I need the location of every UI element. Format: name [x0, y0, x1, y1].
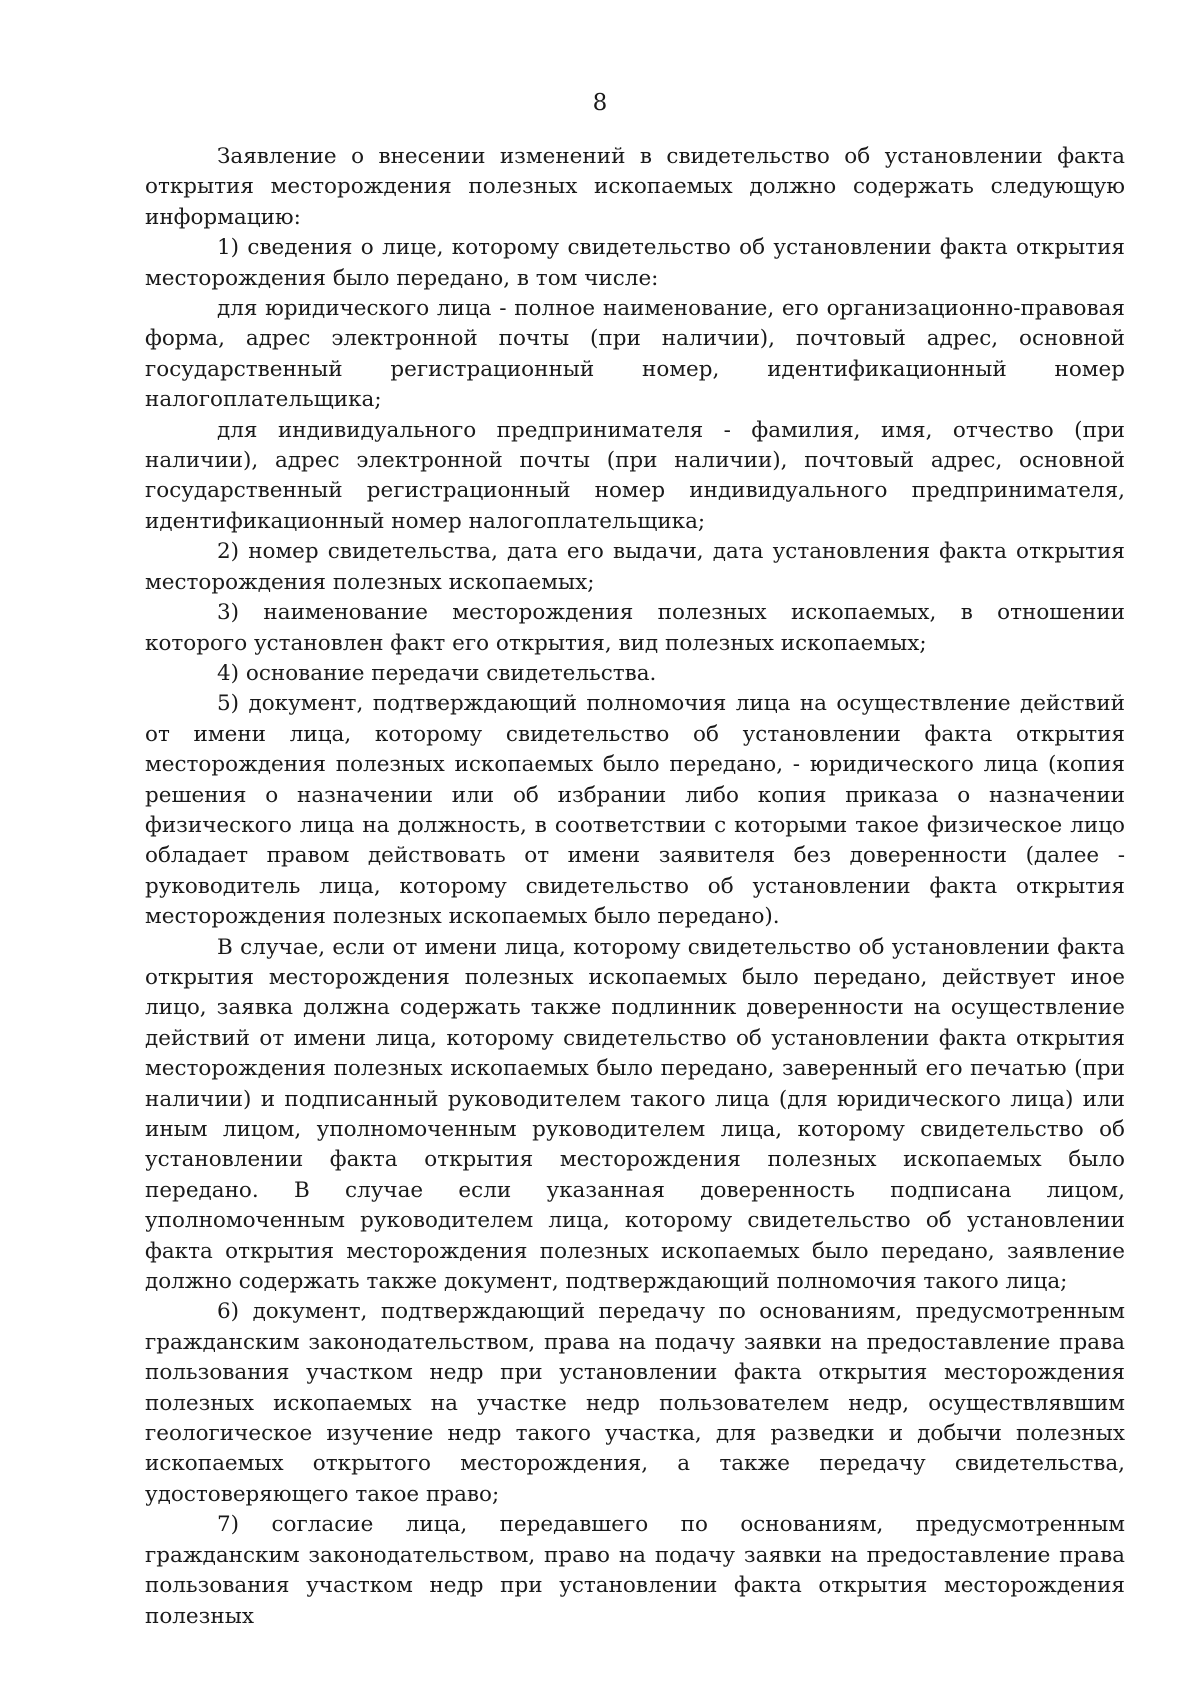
- item-1-paragraph: 1) сведения о лице, которому свидетельство об установлении факта открытия месторождения было передано, в том числе:: [145, 235, 1125, 291]
- item-5-paragraph: 5) документ, подтверждающий полномочия лица на осуществление действий от имени лица, которому свидетельство об установлении факта открытия месторождения полезных ископаемых было передано, - юридического лица (копия решения о назначении или об избрании либо копия приказа о назначении физического лица на должность, в соответствии с которыми такое физическое лицо обладает правом действовать от имени заявителя без доверенности (далее - руководитель лица, которому свидетельство об установлении факта открытия месторождения полезных ископаемых было передано).: [145, 691, 1125, 930]
- item-4-paragraph: 4) основание передачи свидетельства.: [217, 660, 657, 686]
- legal-entity-paragraph: для юридического лица - полное наименование, его организационно-правовая форма, адрес электронной почты (при наличии), почтовый адрес, основной государственный регистрационный номер, идентификационный номер налогоплательщика;: [145, 296, 1125, 413]
- page-number: 8: [592, 90, 608, 116]
- item-2-paragraph: 2) номер свидетельства, дата его выдачи, дата установления факта открытия месторождения полезных ископаемых;: [145, 539, 1125, 595]
- document-body: [145, 142, 1125, 1632]
- proxy-paragraph: В случае, если от имени лица, которому свидетельство об установлении факта открытия месторождения полезных ископаемых было передано, действует иное лицо, заявка должна содержать также подлинник доверенности на осуществление действий от имени лица, которому свидетельство об установлении факта открытия месторождения полезных ископаемых было передано, заверенный его печатью (при наличии) и подписанный руководителем такого лица (для юридического лица) или иным лицом, уполномоченным руководителем лица, которому свидетельство об установлении факта открытия месторождения полезных ископаемых было передано. В случае если указанная доверенность подписана лицом, уполномоченным руководителем лица, которому свидетельство об установлении факта открытия месторождения полезных ископаемых было передано, заявление должно содержать также документ, подтверждающий полномочия такого лица;: [145, 934, 1125, 1295]
- intro-paragraph: Заявление о внесении изменений в свидетельство об установлении факта открытия месторождения полезных ископаемых должно содержать следующую информацию:: [145, 144, 1125, 230]
- individual-entrepreneur-paragraph: для индивидуального предпринимателя - фамилия, имя, отчество (при наличии), адрес электронной почты (при наличии), почтовый адрес, основной государственный регистрационный номер индивидуального предпринимателя, идентификационный номер налогоплательщика;: [145, 417, 1125, 534]
- item-6-paragraph: 6) документ, подтверждающий передачу по основаниям, предусмотренным гражданским законодательством, права на подачу заявки на предоставление права пользования участком недр при установлении факта открытия месторождения полезных ископаемых на участке недр пользователем недр, осуществлявшим геологическое изучение недр такого участка, для разведки и добычи полезных ископаемых открытого месторождения, а также передачу свидетельства, удостоверяющего такое право;: [145, 1299, 1125, 1507]
- item-7-paragraph: 7) согласие лица, передавшего по основаниям, предусмотренным гражданским законодательством, право на подачу заявки на предоставление права пользования участком недр при установлении факта открытия месторождения полезных: [145, 1512, 1125, 1629]
- item-3-paragraph: 3) наименование месторождения полезных ископаемых, в отношении которого установлен факт его открытия, вид полезных ископаемых;: [145, 600, 1125, 656]
